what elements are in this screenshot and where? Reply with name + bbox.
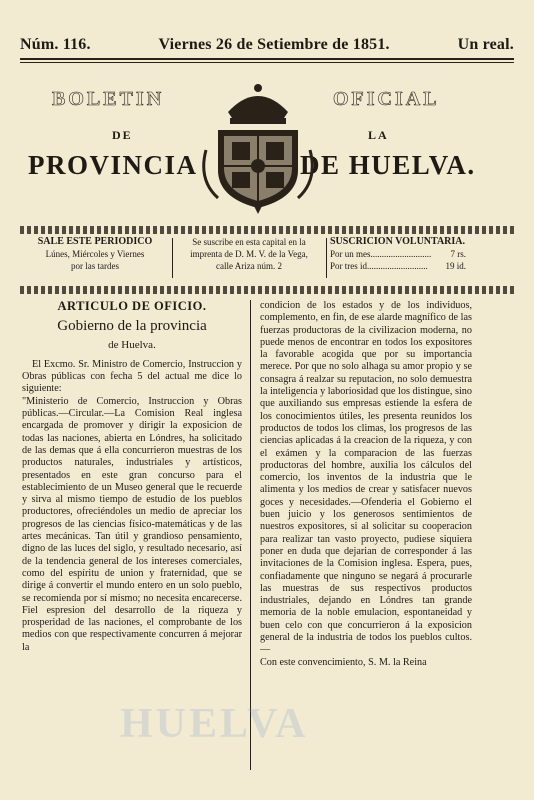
- masthead-line: [20, 34, 514, 56]
- masthead-rule-thin: [20, 62, 514, 63]
- subscription-place-text: Se suscribe en esta capital en la imprenta de D. M. V. de la Vega, calle Ariza núm. 2: [190, 237, 308, 271]
- publication-schedule: [22, 236, 168, 282]
- box-divider: [172, 238, 173, 278]
- title-de: DE: [112, 128, 133, 142]
- ornamental-border-top: [20, 226, 514, 234]
- watermark-text: HUELVA: [120, 701, 309, 747]
- section-location: de Huelva.: [108, 338, 156, 351]
- left-column-text: El Excmo. Sr. Ministro de Comercio, Instruccion y Obras públicas con fecha 5 del actual me dice lo siguiente: "Ministerio de Comercio, Instruccion y Obras públicas.—Circular.—La Comision Real inglesa encargada de promover y dirigir la exposicion de todas las naciones, abierta en Lóndres, ha solicitado de las demas que á ella concurrieron muestras de los productos naturales, industriales y artísticos, presentados en este gran concurso para el establecimiento de un Museo general que le recuerde y sirva al mismo tiempo de estudio de los pueblos productores, ofreciéndoles un medio de apreciar los progresos de las ciencias físico-matemáticas y de las artes mecánicas. Tan útil y grandioso pensamiento, digno de las luces del siglo, y resultado necesario, así de la tendencia general de los intereses comerciales, como del espíritu de union y fraternidad, que se dirige á convertir el mundo entero en un solo pueblo, se recomienda por sí mismo; no necesita encarecerse. Fiel espresion del desarrollo de la riqueza y prosperidad de las naciones, el comprobante de los medios con que respectivamente concurren á mejorar la: [22, 358, 242, 653]
- schedule-heading: SALE ESTE PERIODICO: [37, 236, 153, 247]
- issue-number: Núm. 116.: [20, 36, 91, 53]
- section-title: ARTICULO DE OFICIO.: [57, 300, 207, 313]
- prices-heading: SUSCRICION VOLUNTARIA.: [330, 236, 466, 247]
- title-de-huelva: DE HUELVA.: [300, 150, 476, 180]
- schedule-text: Lúnes, Miércoles y Viernes por las tardes: [45, 249, 145, 271]
- issue-date: Viernes 26 de Setiembre de 1851.: [158, 36, 390, 53]
- title-provincia: PROVINCIA: [28, 150, 198, 180]
- masthead-rule: [20, 58, 514, 60]
- subscription-place: [176, 236, 322, 282]
- title-boletin: BOLETIN: [52, 88, 165, 110]
- price-row-three-months: Por tres id........................... 19 id.: [330, 261, 466, 271]
- right-column-text: condicion de los estados y de los individuos, complemento, en fin, de ese alarde magnífico de las fuerzas productoras de la civilizacion moderna, no puede menos de encontrar en todos los expositores la favorable acogida que por su importancia merece. Por que no solo alhaga su amor propio y se consagra á realzar su reputacion, no solo demuestra la inteligencia y laboriosidad que los distingue, sino que auxiliando sus empresas estiende la esfera de los conocimientos útiles, les presenta reunidos los productos de todos los climas, los progresos de las ciencias aplicadas á la creacion de la riqueza, y con el exámen y la comparacion de las fuerzas productoras del hombre, auxilia los cálculos del comercio, los inventos de la industria que le alimenta y los medios de crear y satisfacer nuevos goces y necesidades.—Ofenderia el Gobierno el buen juicio y los generosos sentimientos de nuestros expositores, si al solicitar su cooperacion para realizar tan vasto proyecto, pudiese siquiera poner en duda que dejarian de corresponder á las invitaciones de la Comision inglesa. Espera, pues, confiadamente que ninguno se negará á procurarle las muestras de sus respectivos productos industriales, dejando en Lóndres tan grande memoria de la noble emulacion, espontaneidad y buen celo con que concurrieron á la exposicion general de la industria de todos los pueblos cultos.— Con este convencimiento, S. M. la Reina: [260, 300, 472, 668]
- box-divider: [326, 238, 327, 278]
- title-la: LA: [368, 128, 389, 142]
- issue-price: Un real.: [457, 36, 514, 53]
- royal-coat-of-arms-icon: [198, 80, 318, 215]
- ornamental-border-bottom: [20, 286, 514, 294]
- section-subtitle: Gobierno de la provincia: [57, 318, 207, 335]
- title-oficial: OFICIAL: [333, 88, 440, 110]
- subscription-prices: [330, 236, 466, 282]
- price-row-month: Por un mes........................... 7 rs.: [330, 249, 466, 259]
